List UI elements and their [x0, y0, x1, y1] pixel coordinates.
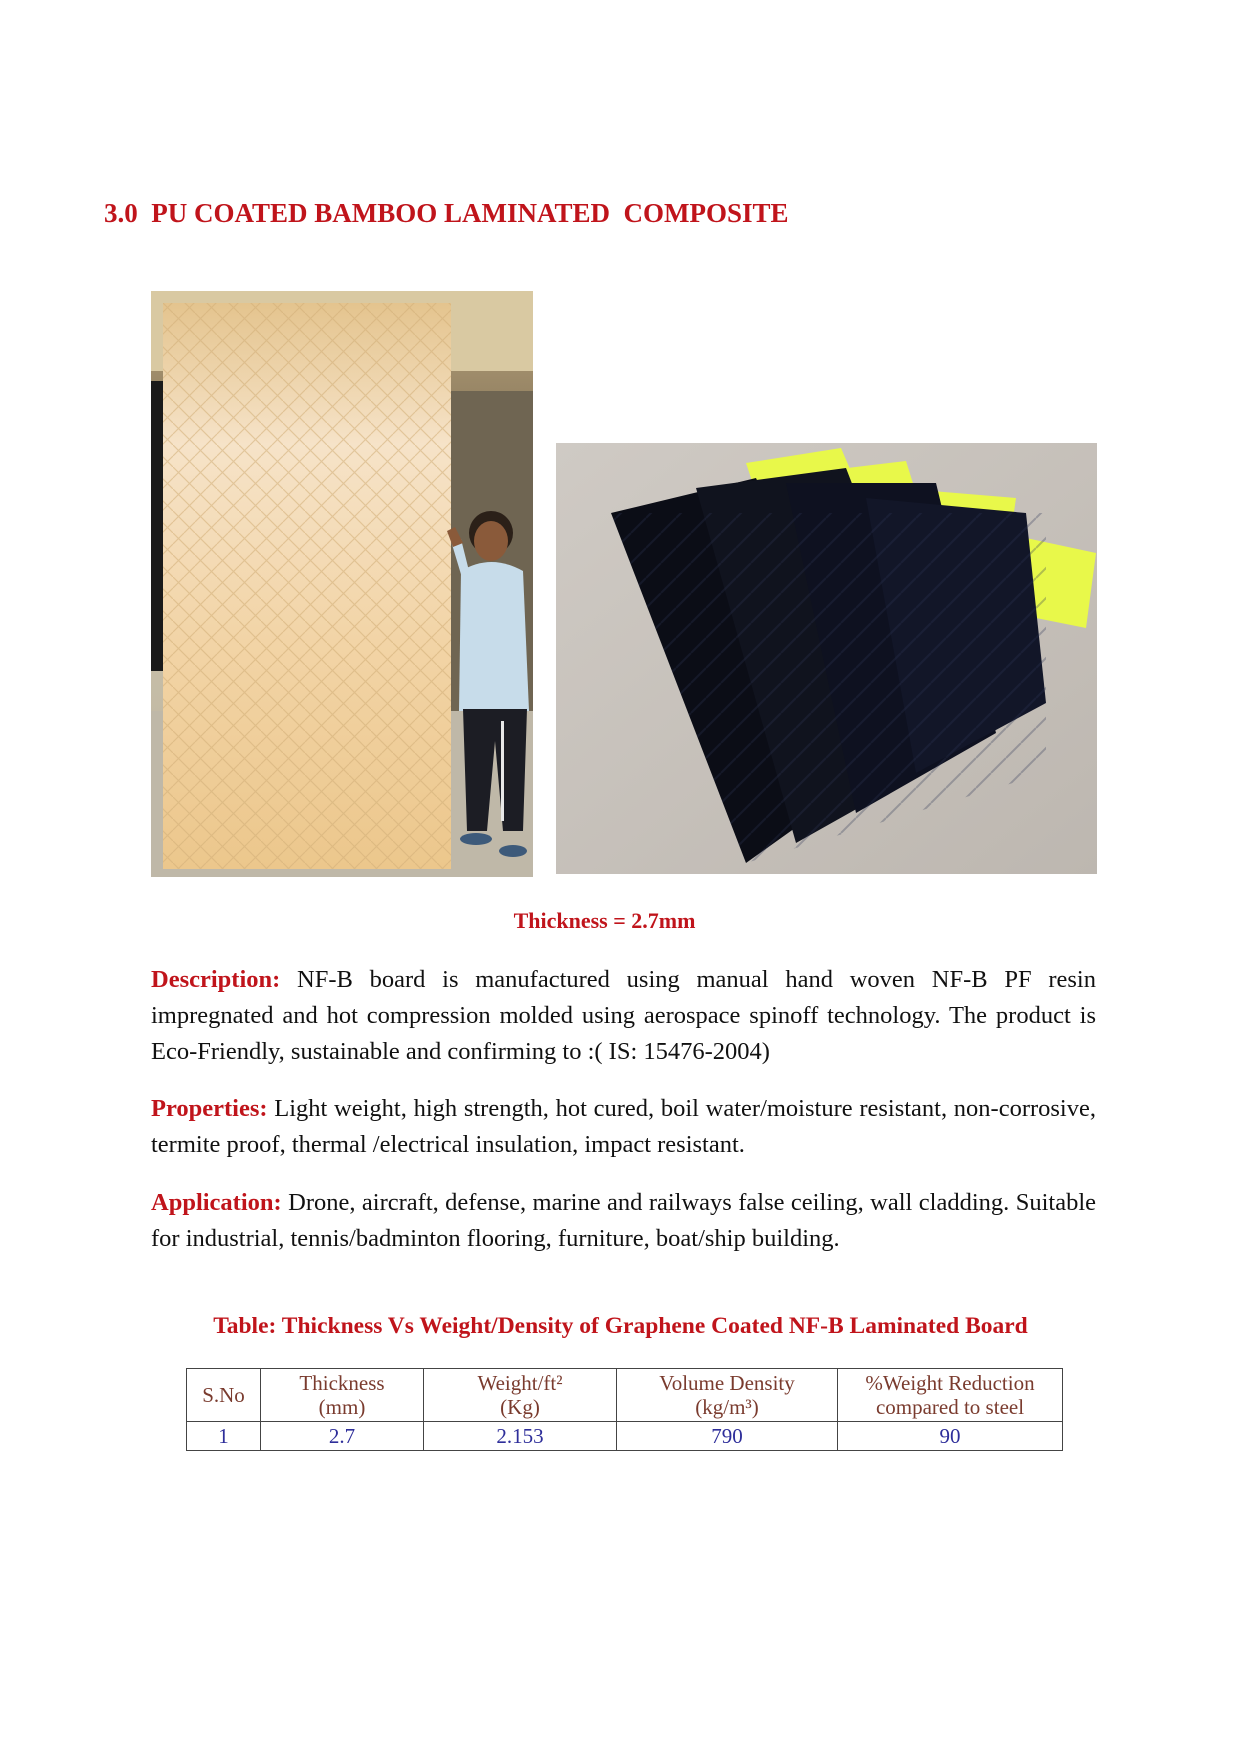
header-volume-density: Volume Density (kg/m³) [617, 1369, 838, 1422]
section-heading: 3.0 PU COATED BAMBOO LAMINATED COMPOSITE [104, 198, 789, 228]
header-weight-reduction: %Weight Reduction compared to steel [838, 1369, 1063, 1422]
table-row [187, 1422, 1063, 1451]
cell-thickness: 2.7 [261, 1422, 424, 1451]
bamboo-board-photo [151, 291, 533, 877]
description-label: Description: [151, 966, 281, 993]
header-sno: S.No [187, 1369, 261, 1422]
thickness-caption: Thickness = 2.7mm [513, 908, 696, 933]
properties-paragraph [151, 1091, 1096, 1163]
properties-text: Light weight, high strength, hot cured, boil water/moisture resistant, non-corrosive, termite proof, thermal /electrical insulation, impact resistant. [151, 1095, 1096, 1158]
cell-weight: 2.153 [424, 1422, 617, 1451]
header-thickness: Thickness (mm) [261, 1369, 424, 1422]
cell-volume-density: 790 [617, 1422, 838, 1451]
coated-panels-photo [556, 443, 1097, 874]
thickness-weight-table [186, 1368, 1063, 1451]
table-header-row [187, 1369, 1063, 1422]
table-title: Table: Thickness Vs Weight/Density of Graphene Coated NF-B Laminated Board [213, 1313, 1028, 1339]
description-text: NF-B board is manufactured using manual hand woven NF-B PF resin impregnated and hot compression molded using aerospace spinoff technology. The product is Eco-Friendly, sustainable and confirming to :( IS: 15476-2004) [151, 966, 1096, 1065]
application-label: Application: [151, 1189, 282, 1216]
cell-sno: 1 [187, 1422, 261, 1451]
properties-label: Properties: [151, 1095, 268, 1122]
cell-weight-reduction: 90 [838, 1422, 1063, 1451]
application-text: Drone, aircraft, defense, marine and railways false ceiling, wall cladding. Suitable for industrial, tennis/badminton flooring, furniture, boat/ship building. [151, 1189, 1096, 1252]
application-paragraph [151, 1185, 1096, 1257]
header-weight: Weight/ft² (Kg) [424, 1369, 617, 1422]
description-paragraph [151, 962, 1096, 1070]
